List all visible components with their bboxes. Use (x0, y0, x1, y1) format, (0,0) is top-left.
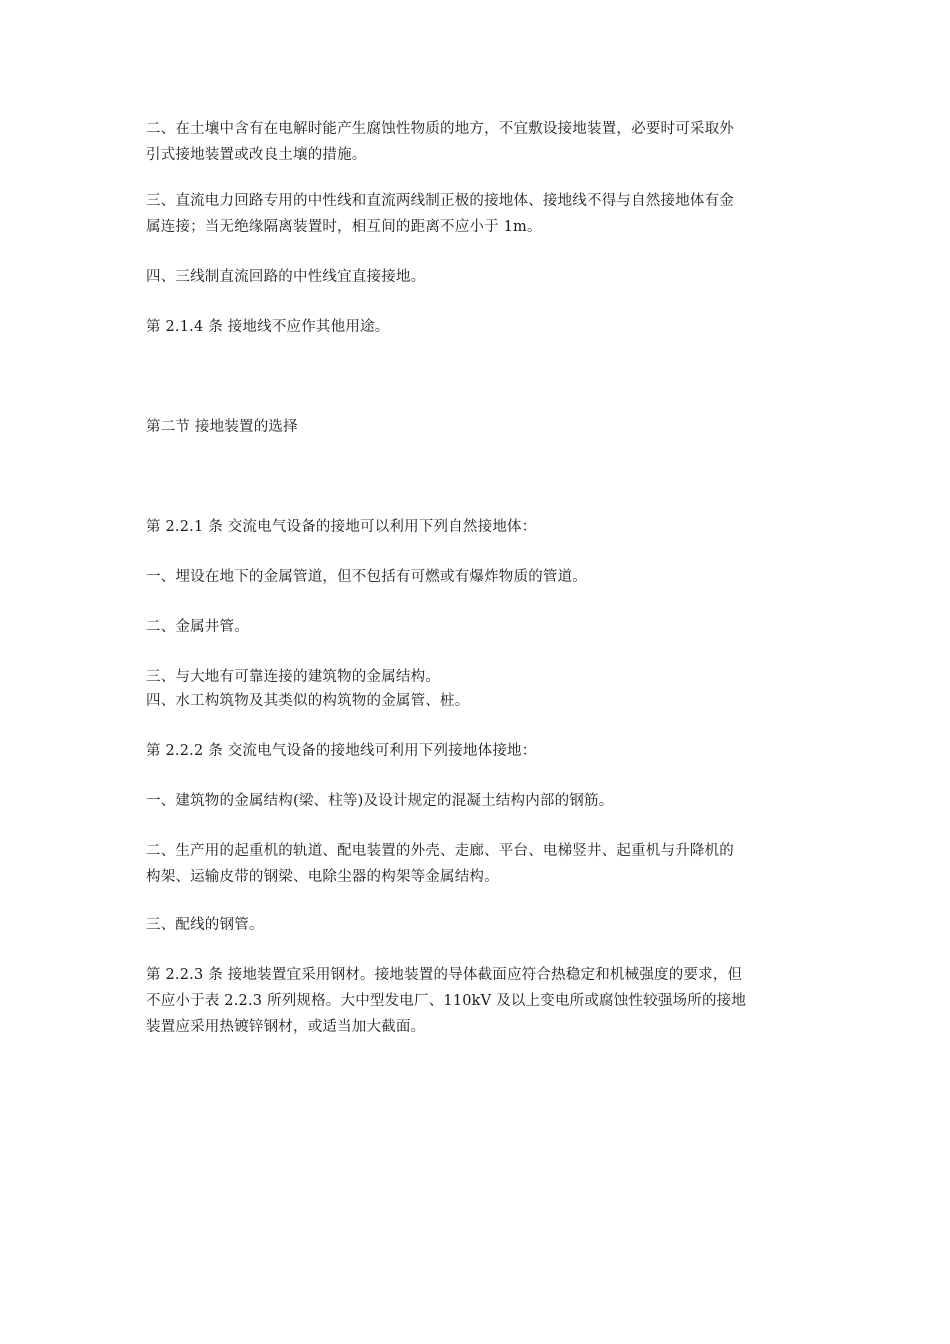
list-item: 一、建筑物的金属结构(梁、柱等)及设计规定的混凝土结构内部的钢筋。 (146, 793, 614, 809)
paragraph-line: 装置应采用热镀锌钢材，或适当加大截面。 (146, 1019, 426, 1035)
paragraph-line: 属连接；当无绝缘隔离装置时，相互间的距离不应小于 1m。 (146, 219, 542, 235)
paragraph-line: 引式接地装置或改良土壤的措施。 (146, 147, 367, 163)
section-heading: 第二节 接地装置的选择 (146, 419, 298, 435)
list-item: 一、埋设在地下的金属管道，但不包括有可燃或有爆炸物质的管道。 (146, 569, 587, 585)
paragraph-line: 不应小于表 2.2.3 所列规格。大中型发电厂、110kV 及以上变电所或腐蚀性较强场所的接地 (146, 993, 747, 1009)
list-item: 二、金属井管。 (146, 619, 249, 635)
list-item: 三、与大地有可靠连接的建筑物的金属结构。 (146, 669, 440, 685)
list-item: 三、配线的钢管。 (146, 917, 264, 933)
paragraph-line: 三、直流电力回路专用的中性线和直流两线制正极的接地体、接地线不得与自然接地体有金 (146, 193, 734, 209)
paragraph-line: 二、在土壤中含有在电解时能产生腐蚀性物质的地方，不宜敷设接地装置，必要时可采取外 (146, 121, 734, 137)
list-item: 四、水工构筑物及其类似的构筑物的金属管、桩。 (146, 693, 470, 709)
article-heading: 第 2.2.1 条 交流电气设备的接地可以利用下列自然接地体： (146, 519, 537, 535)
article-heading: 第 2.2.3 条 接地装置宜采用钢材。接地装置的导体截面应符合热稳定和机械强度的要求，但 (146, 967, 743, 983)
list-item: 构架、运输皮带的钢梁、电除尘器的构架等金属结构。 (146, 869, 499, 885)
paragraph-line: 四、三线制直流回路的中性线宜直接接地。 (146, 269, 426, 285)
article-heading: 第 2.1.4 条 接地线不应作其他用途。 (146, 319, 390, 335)
article-heading: 第 2.2.2 条 交流电气设备的接地线可利用下列接地体接地： (146, 743, 537, 759)
list-item: 二、生产用的起重机的轨道、配电装置的外壳、走廊、平台、电梯竖井、起重机与升降机的 (146, 843, 734, 859)
